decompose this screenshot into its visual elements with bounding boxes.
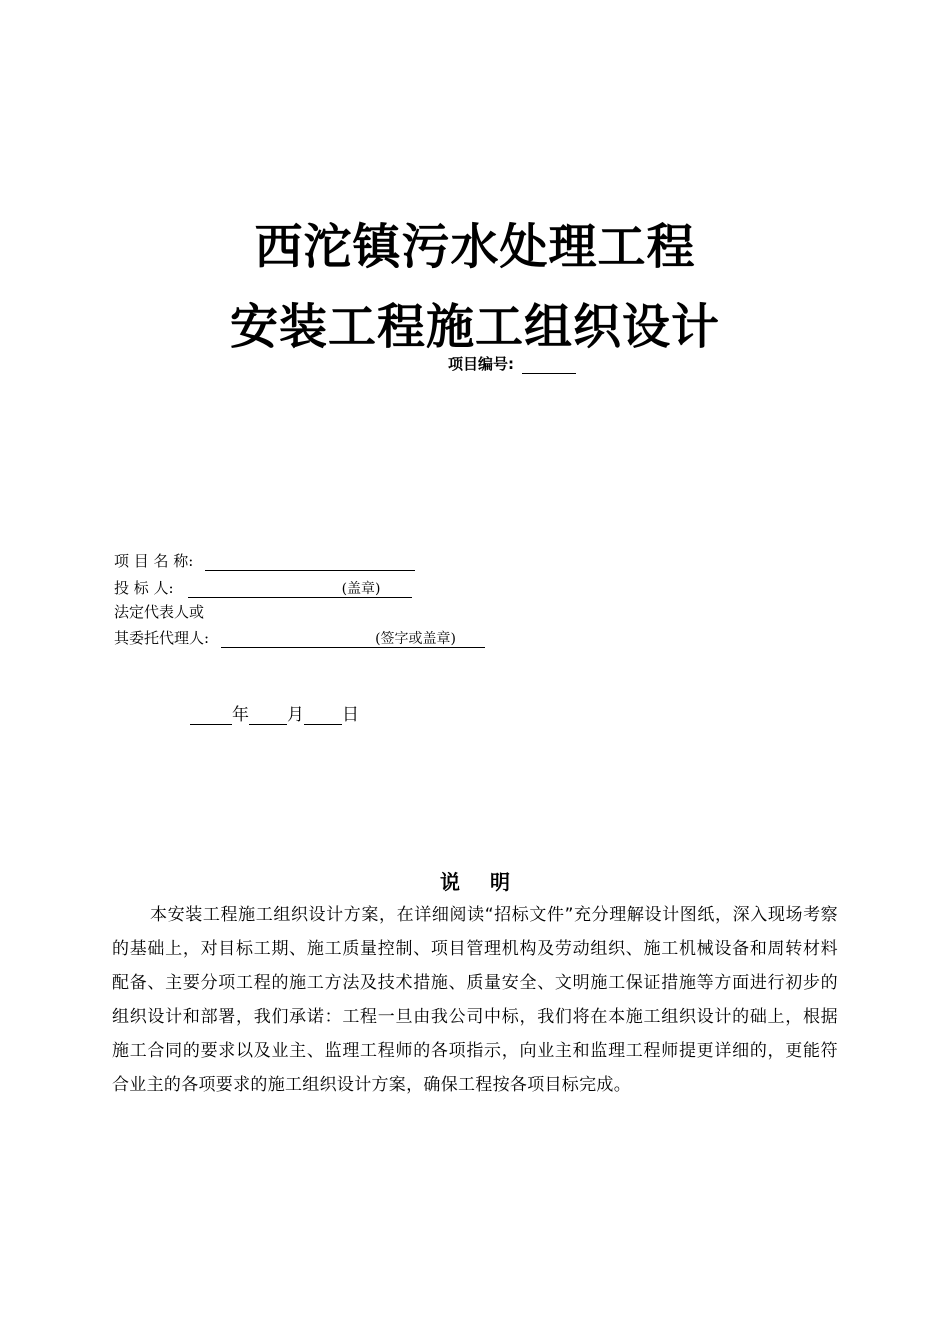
day-label: 日 — [342, 705, 359, 725]
project-name-field — [114, 550, 415, 571]
document-title-line-2: 安装工程施工组织设计 — [229, 299, 720, 355]
project-number-label: 项目编号: — [448, 355, 514, 373]
bidder-seal-note: (盖章) — [341, 581, 381, 597]
legal-rep-label: 法定代表人或 — [114, 603, 205, 621]
project-name-blank — [205, 552, 415, 571]
date-line — [190, 700, 359, 725]
year-label: 年 — [232, 705, 249, 725]
month-blank — [249, 706, 287, 725]
bidder-label: 投 标 人: — [114, 579, 174, 597]
bidder-field — [114, 577, 412, 598]
year-blank — [190, 706, 232, 725]
document-title-line-1: 西沱镇污水处理工程 — [254, 219, 696, 275]
bidder-blank — [188, 579, 412, 598]
day-blank — [304, 706, 342, 725]
project-number-blank — [522, 359, 576, 374]
project-number — [448, 353, 576, 374]
agent-label: 其委托代理人: — [114, 629, 210, 647]
legal-rep-field — [114, 601, 204, 622]
agent-blank — [221, 629, 485, 648]
project-name-label: 项 目 名 称: — [114, 552, 194, 570]
month-label: 月 — [287, 705, 304, 725]
agent-field — [114, 627, 485, 648]
agent-sign-note: (签字或盖章) — [375, 631, 456, 647]
explanation-paragraph: 本安装工程施工组织设计方案，在详细阅读“招标文件”充分理解设计图纸，深入现场考察的基础上，对目标工期、施工质量控制、项目管理机构及劳动组织、施工机械设备和周转材料配备、主要分项工程的施工方法及技术措施、质量安全、文明施工保证措施等方面进行初步的组织设计和部署，我们承诺：工程一旦由我公司中标，我们将在本施工组织设计的础上，根据施工合同的要求以及业主、监理工程师的各项指示，向业主和监理工程师提更详细的，更能符合业主的各项要求的施工组织设计方案，确保工程按各项目标完成。 — [112, 905, 838, 1095]
explanation-heading: 说明 — [440, 870, 540, 894]
